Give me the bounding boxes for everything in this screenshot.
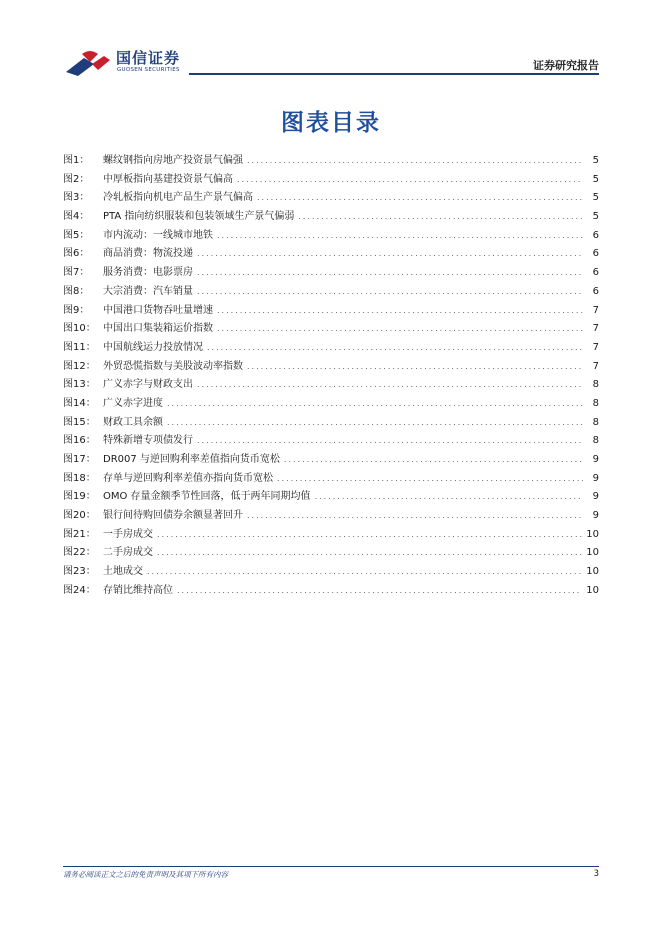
toc-dot-leader bbox=[197, 245, 583, 264]
report-type-label: 证券研究报告 bbox=[533, 59, 599, 72]
toc-dot-leader bbox=[197, 264, 583, 283]
toc-entry[interactable] bbox=[63, 358, 599, 377]
toc-dot-leader bbox=[247, 507, 583, 526]
toc-entry-number: 图22： bbox=[63, 547, 96, 559]
toc-entry-page: 5 bbox=[592, 192, 599, 204]
toc-entry[interactable] bbox=[63, 320, 599, 339]
toc-entry[interactable] bbox=[63, 526, 599, 545]
toc-entry-page: 10 bbox=[586, 584, 599, 596]
toc-entry[interactable] bbox=[63, 208, 599, 227]
header-divider bbox=[189, 73, 599, 75]
toc-entry-number: 图3： bbox=[63, 192, 90, 204]
toc-entry-page: 9 bbox=[592, 472, 599, 484]
logo-chinese-name: 国信证券 bbox=[116, 49, 181, 67]
disclaimer-note: 请务必阅读正文之后的免责声明及其项下所有内容 bbox=[63, 870, 228, 879]
toc-entry-title: OMO 存量金额季节性回落，低于两年同期均值 bbox=[103, 491, 311, 503]
toc-entry-title: 存销比维持高位 bbox=[103, 584, 173, 596]
toc-entry-number: 图11： bbox=[63, 341, 96, 353]
toc-dot-leader bbox=[207, 339, 583, 358]
toc-entry-number: 图5： bbox=[63, 229, 90, 241]
toc-entry-title: 存单与逆回购利率差值亦指向货币宽松 bbox=[103, 472, 273, 484]
logo-mark-icon bbox=[64, 48, 112, 78]
toc-entry-title: 服务消费：电影票房 bbox=[103, 267, 193, 279]
toc-entry[interactable] bbox=[63, 283, 599, 302]
toc-dot-leader bbox=[167, 395, 583, 414]
toc-dot-leader bbox=[177, 582, 582, 601]
toc-dot-leader bbox=[157, 526, 582, 545]
toc-entry[interactable] bbox=[63, 395, 599, 414]
toc-entry-number: 图4： bbox=[63, 211, 90, 223]
toc-entry-page: 7 bbox=[592, 360, 599, 372]
toc-dot-leader bbox=[277, 470, 583, 489]
toc-entry[interactable] bbox=[63, 582, 599, 601]
toc-entry-number: 图18： bbox=[63, 472, 96, 484]
toc-entry-title: 市内流动：一线城市地铁 bbox=[103, 229, 213, 241]
toc-entry-title: 广义赤字与财政支出 bbox=[103, 379, 193, 391]
toc-entry-number: 图10： bbox=[63, 323, 96, 335]
toc-dot-leader bbox=[217, 320, 583, 339]
toc-dot-leader bbox=[284, 451, 583, 470]
toc-entry-number: 图8： bbox=[63, 285, 90, 297]
toc-entry-number: 图2： bbox=[63, 173, 90, 185]
toc-entry-title: 冷轧板指向机电产品生产景气偏高 bbox=[103, 192, 253, 204]
toc-entry[interactable] bbox=[63, 171, 599, 190]
toc-entry-page: 5 bbox=[592, 155, 599, 166]
page-header bbox=[0, 0, 662, 80]
toc-entry-title: 中国港口货物吞吐量增速 bbox=[103, 304, 213, 316]
toc-entry-page: 8 bbox=[592, 397, 599, 409]
toc-dot-leader bbox=[167, 414, 583, 433]
toc-dot-leader bbox=[298, 208, 583, 227]
toc-entry-title: 财政工具余额 bbox=[103, 416, 163, 428]
logo-english-name: GUOSEN SECURITIES bbox=[117, 67, 180, 73]
toc-entry[interactable] bbox=[63, 245, 599, 264]
toc-entry[interactable] bbox=[63, 264, 599, 283]
toc-entry[interactable] bbox=[63, 414, 599, 433]
toc-entry-title: 中国出口集装箱运价指数 bbox=[103, 323, 213, 335]
toc-dot-leader bbox=[247, 152, 583, 171]
toc-entry-number: 图7： bbox=[63, 267, 90, 279]
toc-entry-number: 图9： bbox=[63, 304, 90, 316]
toc-entry[interactable] bbox=[63, 470, 599, 489]
toc-title: 图表目录 bbox=[281, 110, 381, 136]
toc-entry-title: 螺纹钢指向房地产投资景气偏强 bbox=[103, 155, 243, 166]
toc-entry-number: 图24： bbox=[63, 584, 96, 596]
page-number: 3 bbox=[593, 869, 599, 879]
toc-entry-title: PTA 指向纺织服装和包装领域生产景气偏弱 bbox=[103, 211, 295, 223]
toc-entry-page: 7 bbox=[592, 341, 599, 353]
toc-dot-leader bbox=[147, 563, 582, 582]
toc-entry-number: 图1： bbox=[63, 155, 90, 166]
toc-dot-leader bbox=[157, 544, 582, 563]
toc-entry-number: 图6： bbox=[63, 248, 90, 260]
toc-entry-page: 10 bbox=[586, 528, 599, 540]
toc-entry-title: 大宗消费：汽车销量 bbox=[103, 285, 193, 297]
toc-entry-title: 中国航线运力投放情况 bbox=[103, 341, 203, 353]
toc-entry[interactable] bbox=[63, 339, 599, 358]
toc-entry-number: 图12： bbox=[63, 360, 96, 372]
toc-entry[interactable] bbox=[63, 376, 599, 395]
toc-entry-page: 5 bbox=[592, 173, 599, 185]
toc-entry-number: 图20： bbox=[63, 510, 96, 522]
toc-dot-leader bbox=[247, 358, 583, 377]
toc-entry-page: 5 bbox=[592, 211, 599, 223]
toc-entry[interactable] bbox=[63, 563, 599, 582]
toc-entry-page: 8 bbox=[592, 435, 599, 447]
toc-entry-page: 10 bbox=[586, 547, 599, 559]
toc-entry[interactable] bbox=[63, 432, 599, 451]
toc-entry-page: 6 bbox=[592, 285, 599, 297]
toc-entry[interactable] bbox=[63, 189, 599, 208]
toc-entry-number: 图15： bbox=[63, 416, 96, 428]
toc-entry-number: 图19： bbox=[63, 491, 96, 503]
toc-dot-leader bbox=[315, 488, 583, 507]
toc-entry-title: 外贸恐慌指数与美股波动率指数 bbox=[103, 360, 243, 372]
footer-divider bbox=[63, 866, 599, 867]
toc-entry-title: 特殊新增专项债发行 bbox=[103, 435, 193, 447]
toc-entry-title: 土地成交 bbox=[103, 566, 143, 578]
toc-entry[interactable] bbox=[63, 488, 599, 507]
toc-entry-page: 10 bbox=[586, 566, 599, 578]
toc-entry-title: 二手房成交 bbox=[103, 547, 153, 559]
toc-dot-leader bbox=[197, 283, 583, 302]
toc-dot-leader bbox=[257, 189, 583, 208]
toc-entry-title: DR007 与逆回购利率差值指向货币宽松 bbox=[103, 454, 280, 465]
toc-entry-page: 8 bbox=[592, 379, 599, 391]
toc-entry[interactable] bbox=[63, 152, 599, 171]
toc-entry-page: 9 bbox=[592, 454, 599, 465]
toc-entry-number: 图21： bbox=[63, 528, 96, 540]
toc-entry[interactable] bbox=[63, 302, 599, 321]
toc-entry[interactable] bbox=[63, 544, 599, 563]
toc-entry-title: 中厚板指向基建投资景气偏高 bbox=[103, 173, 233, 185]
toc-entry-title: 一手房成交 bbox=[103, 528, 153, 540]
toc-entry-title: 银行间待购回债券余额显著回升 bbox=[103, 510, 243, 522]
toc-entry-page: 8 bbox=[592, 416, 599, 428]
toc-entry-page: 6 bbox=[592, 267, 599, 279]
toc-entry-page: 9 bbox=[592, 491, 599, 503]
toc-entry-number: 图14： bbox=[63, 397, 96, 409]
toc-entry-page: 7 bbox=[592, 304, 599, 316]
toc-dot-leader bbox=[217, 302, 583, 321]
toc-entry-page: 7 bbox=[592, 323, 599, 335]
toc-dot-leader bbox=[197, 376, 583, 395]
toc-entry[interactable] bbox=[63, 227, 599, 246]
toc-entry-title: 商品消费：物流投递 bbox=[103, 248, 193, 260]
toc-entry-number: 图13： bbox=[63, 379, 96, 391]
toc-dot-leader bbox=[237, 171, 583, 190]
toc-list bbox=[63, 152, 599, 601]
toc-entry-page: 9 bbox=[592, 510, 599, 522]
toc-entry[interactable] bbox=[63, 451, 599, 470]
toc-entry-title: 广义赤字进度 bbox=[103, 397, 163, 409]
toc-entry-number: 图23： bbox=[63, 566, 96, 578]
toc-dot-leader bbox=[217, 227, 583, 246]
toc-entry-page: 6 bbox=[592, 229, 599, 241]
toc-entry-page: 6 bbox=[592, 248, 599, 260]
company-logo bbox=[64, 46, 184, 78]
toc-dot-leader bbox=[197, 432, 583, 451]
toc-entry-number: 图16： bbox=[63, 435, 96, 447]
toc-entry[interactable] bbox=[63, 507, 599, 526]
toc-entry-number: 图17： bbox=[63, 454, 96, 465]
